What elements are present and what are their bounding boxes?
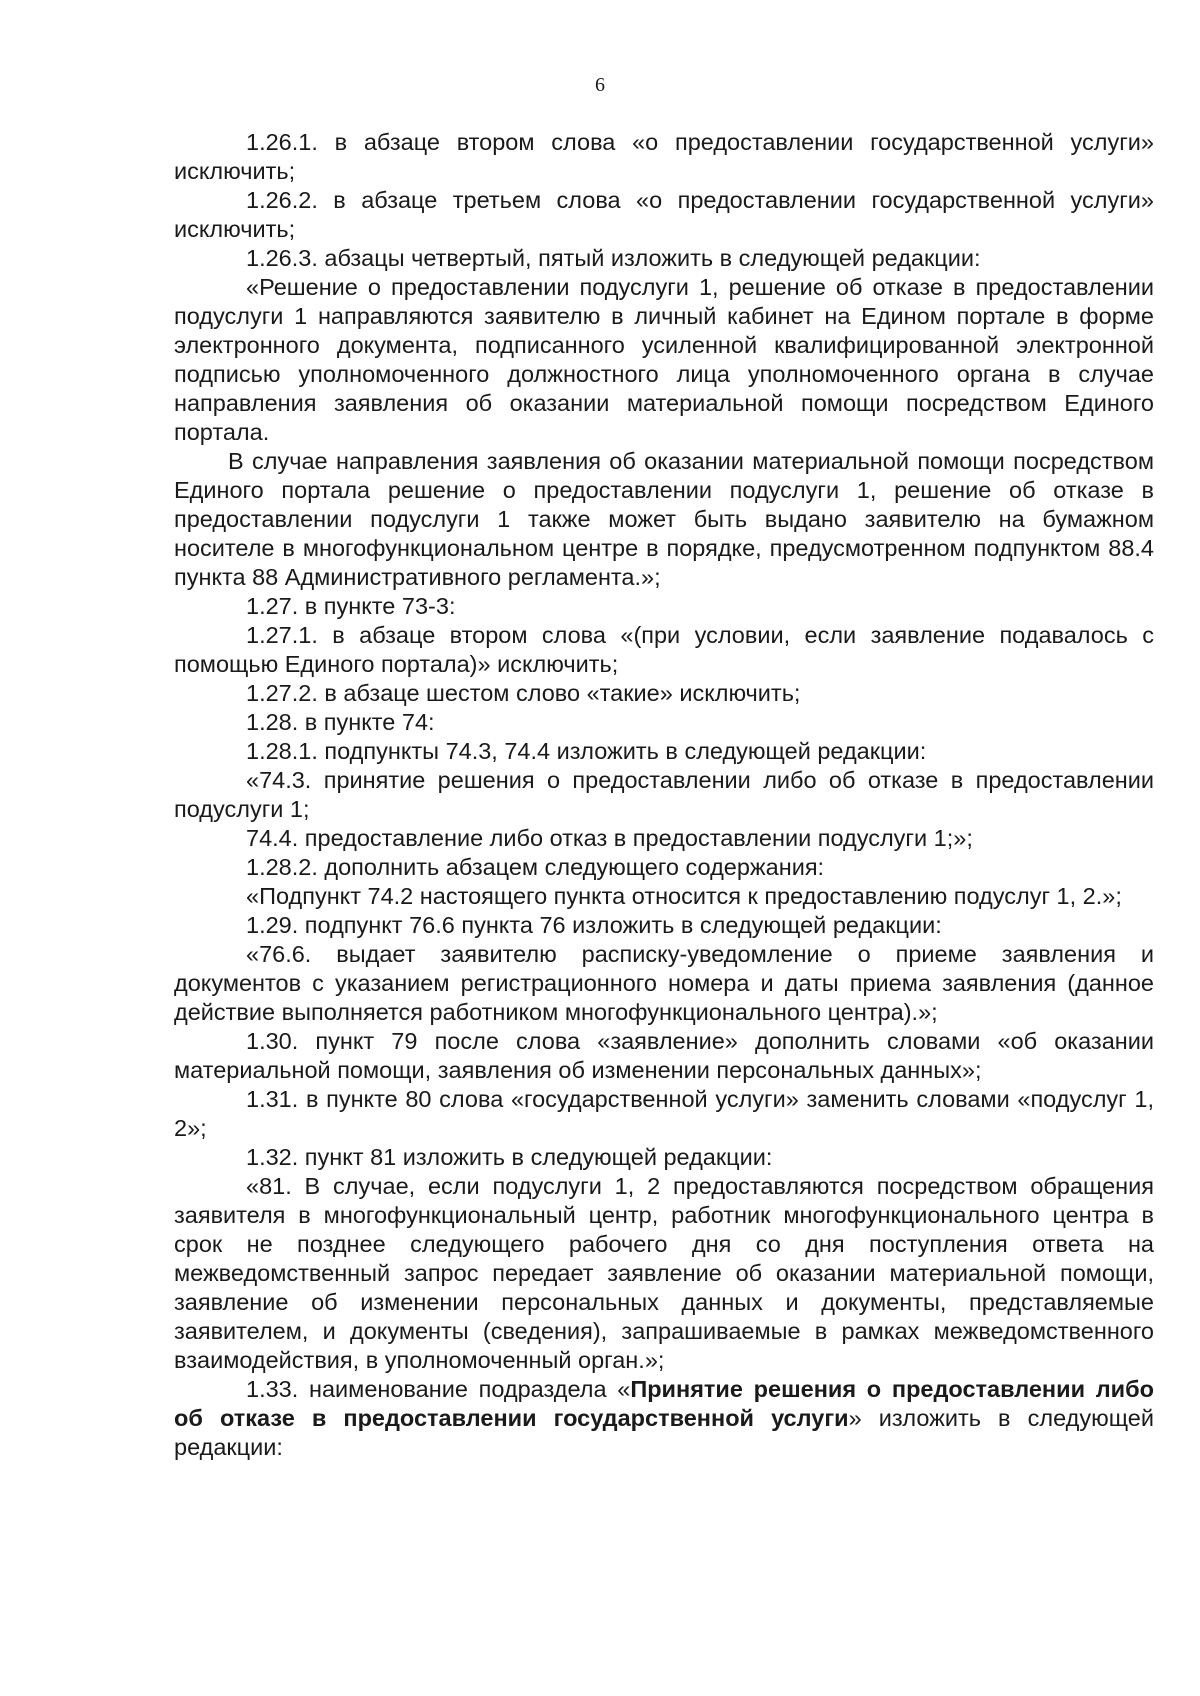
page-number: 6 [595,74,605,96]
paragraph-1-27-1: 1.27.1. в абзаце втором слова «(при условии, если заявление подавалось с помощью Единого портала)» исключить; [174,622,1154,677]
paragraph-1-31: 1.31. в пункте 80 слова «государственной услуги» заменить словами «подуслуг 1, 2»; [174,1086,1154,1141]
paragraph-quote-76-6: «76.6. выдает заявителю расписку-уведомление о приеме заявления и документов с указанием регистрационного номера и даты приема заявления (данное действие выполняется работником многофункционального центра).»; [174,941,1154,1025]
paragraph-quote-74-3: «74.3. принятие решения о предоставлении либо об отказе в предоставлении подуслуги 1; [174,767,1154,822]
paragraph-1-26-2: 1.26.2. в абзаце третьем слова «о предоставлении государственной услуги» исключить; [174,187,1154,242]
paragraph-1-26-3: 1.26.3. абзацы четвертый, пятый изложить в следующей редакции: [246,245,981,271]
paragraph-quote-74-2: «Подпункт 74.2 настоящего пункта относится к предоставлению подуслуг 1, 2.»; [246,883,1122,909]
paragraph-1-33-suffix: » изложить в следующей редакции: [174,1405,1154,1460]
paragraph-1-28: 1.28. в пункте 74: [246,709,435,735]
paragraph-1-26-1: 1.26.1. в абзаце втором слова «о предоставлении государственной услуги» исключить; [174,129,1154,184]
paragraph-1-28-1: 1.28.1. подпункты 74.3, 74.4 изложить в следующей редакции: [246,738,927,764]
paragraph-quote-decision: «Решение о предоставлении подуслуги 1, решение об отказе в предоставлении подуслуги 1 направляются заявителю в личный кабинет на Едином портале в форме электронного документа, подписанного усиленной квалифицированной электронной подписью уполномоченного должностного лица уполномоченного органа в случае направления заявления об оказании материальной помощи посредством Единого портала. [174,274,1154,445]
paragraph-1-29: 1.29. подпункт 76.6 пункта 76 изложить в следующей редакции: [246,912,942,938]
paragraph-1-30: 1.30. пункт 79 после слова «заявление» дополнить словами «об оказании материальной помощи, заявления об изменении персональных данных»; [174,1028,1154,1083]
paragraph-quote-81: «81. В случае, если подуслуги 1, 2 предоставляются посредством обращения заявителя в многофункциональный центр, работник многофункционального центра в срок не позднее следующего рабочего дня со дня поступления ответа на межведомственный запрос передает заявление об оказании материальной помощи, заявление об изменении персональных данных и документы, представляемые заявителем, и документы (сведения), запрашиваемые в рамках межведомственного взаимодействия, в уполномоченный орган.»; [174,1173,1154,1373]
paragraph-1-28-2: 1.28.2. дополнить абзацем следующего содержания: [246,854,825,880]
paragraph-1-27-2: 1.27.2. в абзаце шестом слово «такие» исключить; [246,680,801,706]
paragraph-quote-74-4: 74.4. предоставление либо отказ в предоставлении подуслуги 1;»; [246,825,973,851]
document-body [174,128,1154,1462]
paragraph-1-33-prefix: 1.33. наименование подраздела « [246,1376,631,1402]
subsection-title: Принятие решения о предоставлении либо об отказе в предоставлении государственной услуги [174,1376,1154,1431]
paragraph-1-27: 1.27. в пункте 73-3: [246,593,456,619]
paragraph-1-32: 1.32. пункт 81 изложить в следующей редакции: [246,1144,773,1170]
paragraph-1-33 [174,1375,1154,1462]
paragraph-quote-paper-copy: В случае направления заявления об оказании материальной помощи посредством Единого портала решение о предоставлении подуслуги 1, решение об отказе в предоставлении подуслуги 1 также может быть выдано заявителю на бумажном носителе в многофункциональном центре в порядке, предусмотренном подпунктом 88.4 пункта 88 Административного регламента.»; [174,448,1154,590]
